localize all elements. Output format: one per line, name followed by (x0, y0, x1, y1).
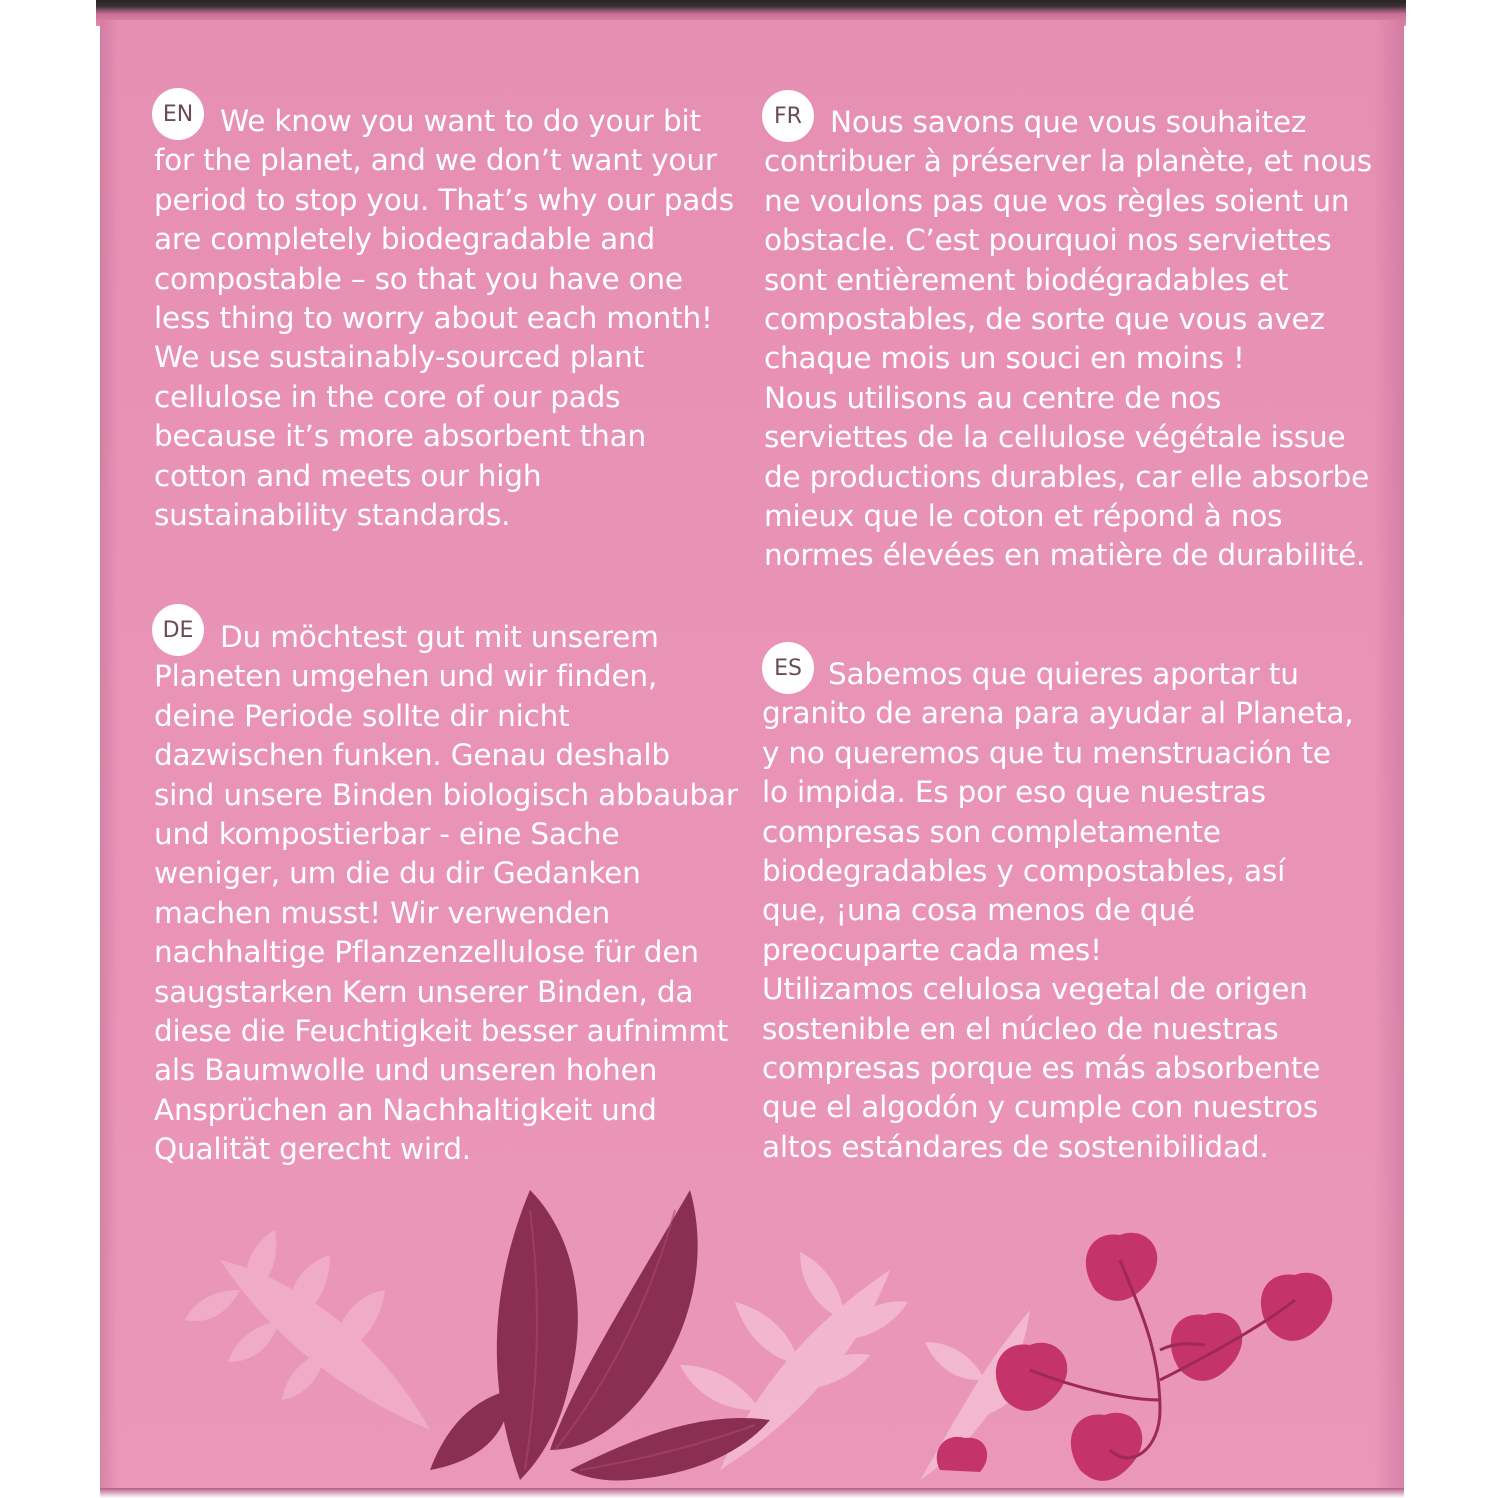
language-badge-en: EN (152, 88, 204, 140)
language-badge-de: DE (152, 604, 204, 656)
text-en-first-line: We know you want to do your bit (220, 104, 701, 138)
text-de (154, 618, 754, 1170)
language-badge-fr: FR (762, 90, 814, 142)
botanical-illustration (100, 1150, 1404, 1490)
box-bottom-edge (100, 1488, 1404, 1498)
text-fr (764, 103, 1384, 576)
text-fr-body: contribuer à préserver la planète, et nous ne voulons pas que vos règles soient un obstacle. C’est pourquoi nos serviettes sont entièrement biodégradables et compostables, de sorte que vous avez chaque mois un souci en moins ! Nous utilisons au centre de nos serviettes de la cellulose végétale issue de productions durables, car elle absorbe mieux que le coton et répond à nos normes élevées en matière de durabilité. (764, 144, 1372, 573)
text-fr-first-line: Nous savons que vous souhaitez (830, 105, 1307, 139)
text-es-body: granito de arena para ayudar al Planeta, y no queremos que tu menstruación te lo impida. Es por eso que nuestras compresas son completamente biodegradables y compostables, así que, ¡una cosa menos de qué preocuparte cada mes! Utilizamos celulosa vegetal de origen sostenible en el núcleo de nuestras compresas porque es más absorbente que el algodón y cumple con nuestros altos estándares de sostenibilidad. (762, 696, 1354, 1164)
language-badge-es: ES (762, 642, 814, 694)
text-en (154, 102, 744, 535)
fern-leaf-left (185, 1230, 430, 1430)
heart-leaf-stems (1030, 1260, 1295, 1458)
text-es (762, 655, 1382, 1167)
text-de-first-line: Du möchtest gut mit unserem (220, 620, 659, 654)
text-es-first-line: Sabemos que quieres aportar tu (828, 657, 1299, 691)
text-en-body: for the planet, and we don’t want your period to stop you. That’s why our pads are completely biodegradable and compostable – so that you have one less thing to worry about each month! We use sustainably-sourced plant cellulose in the core of our pads because it’s more absorbent than cotton and meets our high sustainability standards. (154, 143, 734, 533)
package-panel (100, 20, 1404, 1490)
text-de-body: Planeten umgehen und wir finden, deine Periode sollte dir nicht dazwischen funken. Genau deshalb sind unsere Binden biologisch abbaubar und kompostierbar - eine Sache weniger, um die du dir Gedanken machen musst! Wir verwenden nachhaltige Pflanzenzellulose für den saugstarken Kern unserer Binden, da diese die Feuchtigkeit besser aufnimmt als Baumwolle und unseren hohen Ansprüchen an Nachhaltigkeit und Qualität gerecht wird. (154, 659, 738, 1167)
